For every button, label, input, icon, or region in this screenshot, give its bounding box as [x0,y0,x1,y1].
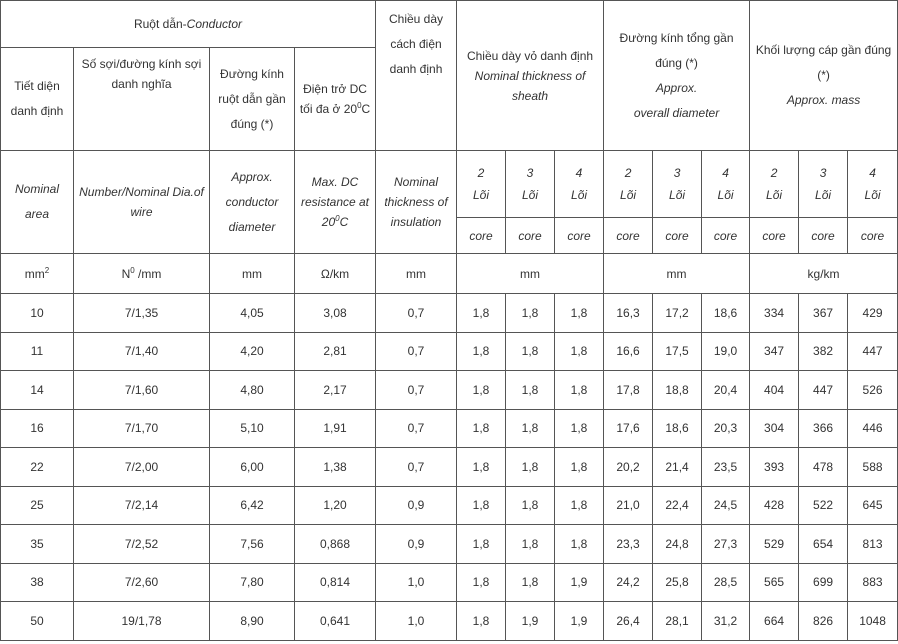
core-label-cell [506,218,555,254]
core-count: 3 [526,166,534,180]
core-label-cell [799,218,848,254]
unit-insulation [376,254,457,294]
table-row [1,563,898,602]
cell-overall-3: 17,2 [653,294,702,333]
cell-wires: 7/1,35 [74,294,210,333]
resistance-header-en [295,151,376,254]
cell-insulation: 0,9 [376,525,457,564]
cell-overall-2: 16,3 [604,294,653,333]
cell-overall-3: 28,1 [653,602,702,641]
unit-mass-text: kg/km [807,266,840,281]
cell-mass-3: 478 [799,448,848,487]
core-count: 4 [575,166,583,180]
cell-sheath-3: 1,8 [506,332,555,371]
cell-sheath-2: 1,8 [457,371,506,410]
cell-cond-dia: 6,42 [210,486,295,525]
cell-sheath-2: 1,8 [457,332,506,371]
unit-overall [604,254,750,294]
core-label: core [469,228,493,243]
cell-overall-4: 23,5 [702,448,750,487]
cell-mass-3: 654 [799,525,848,564]
cell-resistance: 0,868 [295,525,376,564]
overall-label-en-1: Approx. [655,80,698,95]
cell-overall-4: 28,5 [702,563,750,602]
loi-label: Lõi [473,188,490,202]
cell-area: 50 [1,602,74,641]
cell-area: 25 [1,486,74,525]
conductor-group-label-vi: Ruột dẫn- [133,17,187,31]
cell-sheath-3: 1,8 [506,371,555,410]
core-label: core [762,228,786,243]
core-count-cell [848,151,898,218]
cell-sheath-4: 1,9 [555,563,604,602]
cell-mass-4: 813 [848,525,898,564]
cell-wires: 7/1,60 [74,371,210,410]
resistance-label-vi: Điện trở DC tối đa ở 20 [299,82,367,116]
cell-cond-dia: 8,90 [210,602,295,641]
cell-insulation: 1,0 [376,563,457,602]
cell-mass-2: 304 [750,409,799,448]
cell-area: 10 [1,294,74,333]
core-count-cell [750,151,799,218]
core-count-cell [555,151,604,218]
cell-cond-dia: 4,80 [210,371,295,410]
cell-overall-3: 17,5 [653,332,702,371]
cell-mass-3: 366 [799,409,848,448]
cell-wires: 19/1,78 [74,602,210,641]
unit-insulation-text: mm [406,266,427,281]
resistance-label-en-sup: 0 [335,214,340,223]
cell-mass-2: 565 [750,563,799,602]
cell-overall-4: 20,3 [702,409,750,448]
cell-overall-2: 20,2 [604,448,653,487]
insulation-label-vi: Chiều dày cách điện danh định [388,12,444,76]
loi-label: Lõi [522,188,539,202]
wires-label-vi: Số sợi/đường kính sợi danh nghĩa [81,57,202,91]
table-row [1,602,898,641]
core-count-cell [604,151,653,218]
conductor-group-label-en: Conductor [186,17,243,31]
core-label: core [811,228,835,243]
cell-mass-3: 367 [799,294,848,333]
unit-overall-text: mm [666,266,687,281]
conductor-group-header [1,1,376,48]
cell-resistance: 1,91 [295,409,376,448]
unit-area-base: mm [24,266,45,281]
cond-dia-header-vi [210,48,295,151]
cell-wires: 7/2,14 [74,486,210,525]
cell-sheath-4: 1,8 [555,294,604,333]
cell-mass-4: 588 [848,448,898,487]
cell-area: 38 [1,563,74,602]
cell-overall-3: 25,8 [653,563,702,602]
cell-mass-4: 447 [848,332,898,371]
insulation-header-en [376,151,457,254]
cell-mass-2: 334 [750,294,799,333]
unit-resistance [295,254,376,294]
cond-dia-label-en: Approx. conductor diameter [225,169,279,234]
cell-mass-2: 664 [750,602,799,641]
cell-mass-4: 446 [848,409,898,448]
core-count: 2 [477,166,485,180]
cell-mass-2: 404 [750,371,799,410]
cell-resistance: 0,641 [295,602,376,641]
cell-wires: 7/2,60 [74,563,210,602]
cell-mass-4: 429 [848,294,898,333]
cell-overall-2: 21,0 [604,486,653,525]
cell-mass-2: 529 [750,525,799,564]
area-label-vi: Tiết diện danh định [10,79,64,118]
table-row [1,448,898,487]
cell-sheath-4: 1,8 [555,486,604,525]
core-count: 4 [869,166,876,180]
loi-label: Lõi [669,188,686,202]
cell-mass-2: 428 [750,486,799,525]
unit-area [1,254,74,294]
cell-cond-dia: 4,20 [210,332,295,371]
cell-mass-4: 526 [848,371,898,410]
cell-overall-3: 18,6 [653,409,702,448]
overall-diameter-header [604,1,750,151]
cell-cond-dia: 4,05 [210,294,295,333]
cell-sheath-3: 1,8 [506,486,555,525]
core-label: core [616,228,640,243]
table-row [1,525,898,564]
cell-overall-2: 24,2 [604,563,653,602]
core-count-cell [702,151,750,218]
core-label-cell [653,218,702,254]
area-header-en [1,151,74,254]
cell-cond-dia: 6,00 [210,448,295,487]
cell-overall-4: 31,2 [702,602,750,641]
core-count: 3 [673,166,681,180]
cell-wires: 7/2,00 [74,448,210,487]
unit-wires-post: /mm [134,266,162,281]
core-count-cell [506,151,555,218]
wires-header-vi [74,48,210,151]
cell-sheath-4: 1,8 [555,332,604,371]
table-row [1,371,898,410]
sheath-label-en: Nominal thickness of sheath [474,68,586,103]
cell-resistance: 0,814 [295,563,376,602]
cell-sheath-2: 1,8 [457,448,506,487]
unit-cond-dia [210,254,295,294]
resistance-label-en: Max. DC resistance at 20 [300,175,370,229]
loi-label: Lõi [815,188,832,202]
cell-insulation: 0,9 [376,486,457,525]
cell-sheath-3: 1,8 [506,448,555,487]
cell-sheath-2: 1,8 [457,563,506,602]
cell-sheath-3: 1,8 [506,525,555,564]
cell-resistance: 3,08 [295,294,376,333]
cell-mass-3: 826 [799,602,848,641]
cell-sheath-4: 1,8 [555,448,604,487]
cell-sheath-2: 1,8 [457,525,506,564]
wires-label-en: Number/Nominal Dia.of wire [79,185,204,219]
resistance-header-vi [295,48,376,151]
cell-area: 11 [1,332,74,371]
core-count: 2 [624,166,632,180]
sheath-header [457,1,604,151]
cell-sheath-2: 1,8 [457,486,506,525]
cell-insulation: 0,7 [376,371,457,410]
core-label-cell [750,218,799,254]
core-count-cell [457,151,506,218]
cell-sheath-3: 1,8 [506,563,555,602]
cond-dia-label-vi: Đường kính ruột dẫn gần đúng (*) [218,66,286,131]
core-label: core [518,228,542,243]
cell-insulation: 0,7 [376,294,457,333]
core-count-cell [653,151,702,218]
table-row [1,486,898,525]
core-label-cell [457,218,506,254]
core-count-cell [799,151,848,218]
cell-mass-4: 1048 [848,602,898,641]
cell-area: 35 [1,525,74,564]
cell-resistance: 1,20 [295,486,376,525]
cell-sheath-3: 1,8 [506,294,555,333]
cell-mass-3: 522 [799,486,848,525]
cell-mass-3: 382 [799,332,848,371]
cell-sheath-2: 1,8 [457,409,506,448]
mass-label-vi: Khối lượng cáp gần đúng (*) [755,43,892,82]
sheath-label-vi: Chiều dày vỏ danh định [466,48,594,63]
core-label-cell [555,218,604,254]
unit-wires-sup: 0 [130,265,135,275]
cell-overall-4: 18,6 [702,294,750,333]
cell-area: 22 [1,448,74,487]
cell-overall-2: 23,3 [604,525,653,564]
cell-sheath-4: 1,9 [555,602,604,641]
cell-mass-2: 347 [750,332,799,371]
unit-sheath-text: mm [520,266,541,281]
resistance-label-vi-sup: 0 [357,101,362,110]
cell-overall-4: 27,3 [702,525,750,564]
cell-sheath-3: 1,9 [506,602,555,641]
cell-insulation: 0,7 [376,409,457,448]
unit-resistance-text: Ω/km [320,266,350,281]
cell-mass-4: 883 [848,563,898,602]
insulation-label-en: Nominal thickness of insulation [384,175,448,229]
core-label: core [567,228,591,243]
cell-overall-2: 17,8 [604,371,653,410]
loi-label: Lõi [571,188,588,202]
cell-overall-3: 21,4 [653,448,702,487]
cell-resistance: 2,81 [295,332,376,371]
core-count: 4 [722,166,729,180]
cell-overall-4: 20,4 [702,371,750,410]
cell-insulation: 0,7 [376,332,457,371]
core-label: core [665,228,689,243]
cell-insulation: 0,7 [376,448,457,487]
unit-area-sup: 2 [44,265,50,275]
cell-sheath-4: 1,8 [555,525,604,564]
wires-header-en [74,151,210,254]
unit-sheath [457,254,604,294]
table-row [1,294,898,333]
unit-wires [74,254,210,294]
table-row [1,409,898,448]
cell-overall-4: 24,5 [702,486,750,525]
cell-insulation: 1,0 [376,602,457,641]
core-count: 3 [819,166,827,180]
cell-cond-dia: 5,10 [210,409,295,448]
cell-mass-3: 447 [799,371,848,410]
cell-sheath-2: 1,8 [457,294,506,333]
loi-label: Lõi [864,188,881,202]
unit-mass [750,254,898,294]
core-count: 2 [770,166,778,180]
cell-resistance: 1,38 [295,448,376,487]
cell-overall-2: 16,6 [604,332,653,371]
overall-label-vi: Đường kính tổng gần đúng (*) [619,30,734,70]
insulation-header-vi [376,1,457,151]
core-label-cell [604,218,653,254]
loi-label: Lõi [766,188,783,202]
cell-wires: 7/2,52 [74,525,210,564]
cell-mass-4: 645 [848,486,898,525]
cell-overall-4: 19,0 [702,332,750,371]
cell-sheath-2: 1,8 [457,602,506,641]
core-label: core [860,228,885,243]
cell-overall-2: 17,6 [604,409,653,448]
cell-cond-dia: 7,80 [210,563,295,602]
cell-wires: 7/1,40 [74,332,210,371]
overall-label-en-2: overall diameter [633,105,720,120]
area-header-vi [1,48,74,151]
core-label: core [713,228,738,243]
cond-dia-header-en [210,151,295,254]
unit-wires-pre: N [121,266,131,281]
unit-cond-dia-text: mm [242,266,262,281]
cell-overall-3: 18,8 [653,371,702,410]
table-row [1,332,898,371]
area-label-en: Nominal area [14,182,59,221]
data-rows [1,294,898,641]
cell-area: 16 [1,409,74,448]
cell-area: 14 [1,371,74,410]
cell-sheath-4: 1,8 [555,371,604,410]
cell-cond-dia: 7,56 [210,525,295,564]
cell-overall-2: 26,4 [604,602,653,641]
cell-mass-2: 393 [750,448,799,487]
core-label-cell [848,218,898,254]
cell-sheath-4: 1,8 [555,409,604,448]
cell-resistance: 2,17 [295,371,376,410]
resistance-label-en-post: C [339,215,349,229]
mass-header [750,1,898,151]
cell-overall-3: 24,8 [653,525,702,564]
core-label-cell [702,218,750,254]
loi-label: Lõi [620,188,637,202]
cell-mass-3: 699 [799,563,848,602]
cell-overall-3: 22,4 [653,486,702,525]
cell-wires: 7/1,70 [74,409,210,448]
cell-sheath-3: 1,8 [506,409,555,448]
loi-label: Lõi [717,188,734,202]
mass-label-en: Approx. mass [786,93,861,107]
resistance-label-vi-post: C [361,102,371,116]
